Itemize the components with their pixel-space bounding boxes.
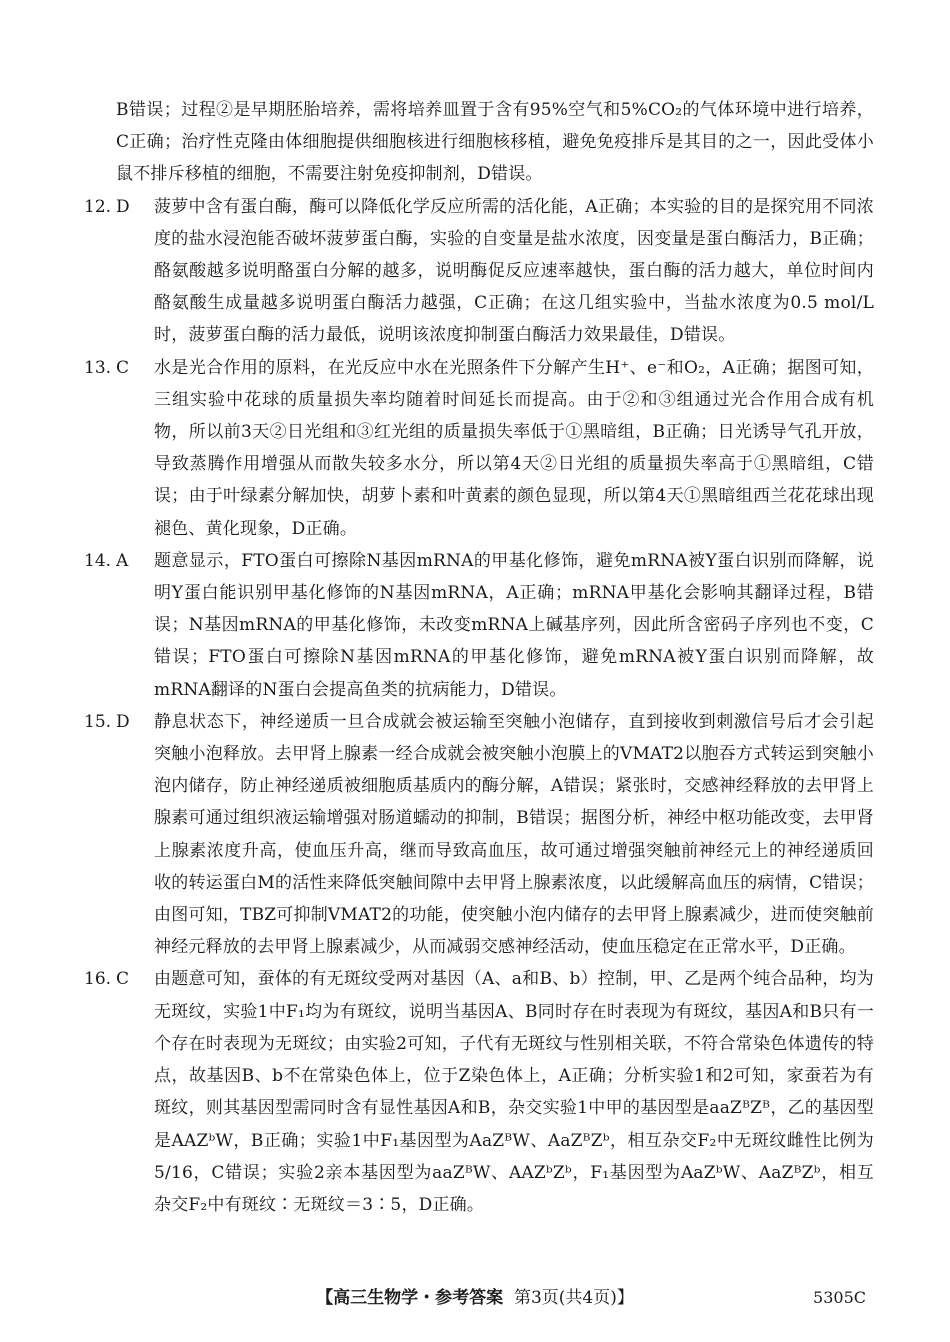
answer-item xyxy=(84,352,874,545)
continued-paragraph: B错误；过程②是早期胚胎培养，需将培养皿置于含有95%空气和5%CO₂的气体环境中进行培养，C正确；治疗性克隆由体细胞提供细胞核进行细胞核移植，避免免疫排斥是其目的之一，因此受体小鼠不排斥移植的细胞，不需要注射免疫抑制剂，D错误。 xyxy=(116,100,874,185)
footer-code: 5305C xyxy=(813,1288,866,1307)
footer-title-line xyxy=(0,1283,950,1313)
explanation-text: 题意显示，FTO蛋白可擦除N基因mRNA的甲基化修饰，避免mRNA被Y蛋白识别而降解，说明Y蛋白能识别甲基化修饰的N基因mRNA，A正确；mRNA甲基化会影响其翻译过程，B错误；N基因mRNA的甲基化修饰，未改变mRNA上碱基序列，因此所含密码子序列也不变，C错误；FTO蛋白可擦除N基因mRNA的甲基化修饰，避免mRNA被Y蛋白识别而降解，故mRNA翻译的N蛋白会提高鱼类的抗病能力，D错误。 xyxy=(154,550,874,700)
answer-letter: D xyxy=(116,711,130,732)
answer-letter: C xyxy=(116,357,130,378)
question-number: 16. xyxy=(84,969,112,990)
explanation-text: 水是光合作用的原料，在光反应中水在光照条件下分解产生H⁺、e⁻和O₂，A正确；据图可知，三组实验中花球的质量损失率均随着时间延长而提高。由于②和③组通过光合作用合成有机物，所以前3天②日光组和③红光组的质量损失率低于①黑暗组，B正确；日光诱导气孔开放，导致蒸腾作用增强从而散失较多水分，所以第4天②日光组的质量损失率高于①黑暗组，C错误；由于叶绿素分解加快，胡萝卜素和叶黄素的颜色显现，所以第4天①黑暗组西兰花花球出现褪色、黄化现象，D正确。 xyxy=(154,357,874,539)
answer-letter: A xyxy=(116,550,129,571)
question-number: 14. xyxy=(84,550,112,571)
answer-item xyxy=(84,706,874,964)
answer-letter: D xyxy=(116,196,130,217)
page-footer xyxy=(0,1283,950,1313)
question-number: 15. xyxy=(84,711,112,732)
answer-item xyxy=(84,963,874,1221)
footer-title: 【高三生物学・参考答案 xyxy=(316,1288,504,1308)
explanation-text: 由题意可知，蚕体的有无斑纹受两对基因（A、a和B、b）控制，甲、乙是两个纯合品种，均为无斑纹，实验1中F₁均为有斑纹，说明当基因A、B同时存在时表现为有斑纹，基因A和B只有一个存在时表现为无斑纹；由实验2可知，子代有无斑纹与性别相关联，不符合常染色体遗传的特点，故基因B、b不在常染色体上，位于Z染色体上，A正确；分析实验1和2可知，家蚕若为有斑纹，则其基因型需同时含有显性基因A和B，杂交实验1中甲的基因型是aaZᴮZᴮ，乙的基因型是AAZᵇW，B正确；实验1中F₁基因型为AaZᴮW、AaZᴮZᵇ，相互杂交F₂中无斑纹雌性比例为5/16，C错误；实验2亲本基因型为aaZᴮW、AAZᵇZᵇ，F₁基因型为AaZᵇW、AaZᴮZᵇ，相互杂交F₂中有斑纹∶无斑纹＝3∶5，D正确。 xyxy=(154,969,874,1215)
question-number: 13. xyxy=(84,357,112,378)
answer-list xyxy=(84,191,874,1222)
answer-item xyxy=(84,191,874,352)
question-number: 12. xyxy=(84,196,112,217)
explanation-text: 菠萝中含有蛋白酶，酶可以降低化学反应所需的活化能，A正确；本实验的目的是探究用不同浓度的盐水浸泡能否破坏菠萝蛋白酶，实验的自变量是盐水浓度，因变量是蛋白酶活力，B正确；酪氨酸越多说明酪蛋白分解的越多，说明酶促反应速率越快，蛋白酶的活力越大，单位时间内酪氨酸生成量越多说明蛋白酶活力越强，C正确；在这几组实验中，当盐水浓度为0.5 mol/L时，菠萝蛋白酶的活力最低，说明该浓度抑制蛋白酶活力效果最佳，D错误。 xyxy=(154,196,874,346)
answer-letter: C xyxy=(116,969,130,990)
answer-content xyxy=(84,94,874,1221)
explanation-text: 静息状态下，神经递质一旦合成就会被运输至突触小泡储存，直到接收到刺激信号后才会引起突触小泡释放。去甲肾上腺素一经合成就会被突触小泡膜上的VMAT2以胞吞方式转运到突触小泡内储存，防止神经递质被细胞质基质内的酶分解，A错误；紧张时，交感神经释放的去甲肾上腺素可通过组织液运输增强对肠道蠕动的抑制，B错误；据图分析，神经中枢功能改变，去甲肾上腺素浓度升高，使血压升高，继而导致高血压，故可通过增强突触前神经元上的神经递质回收的转运蛋白M的活性来降低突触间隙中去甲肾上腺素浓度，以此缓解高血压的病情，C错误；由图可知，TBZ可抑制VMAT2的功能，使突触小泡内储存的去甲肾上腺素减少，进而使突触前神经元释放的去甲肾上腺素减少，从而减弱交感神经活动，使血压稳定在正常水平，D正确。 xyxy=(154,711,874,958)
footer-page-info: 第3页(共4页)】 xyxy=(513,1288,634,1308)
answer-item xyxy=(84,545,874,706)
